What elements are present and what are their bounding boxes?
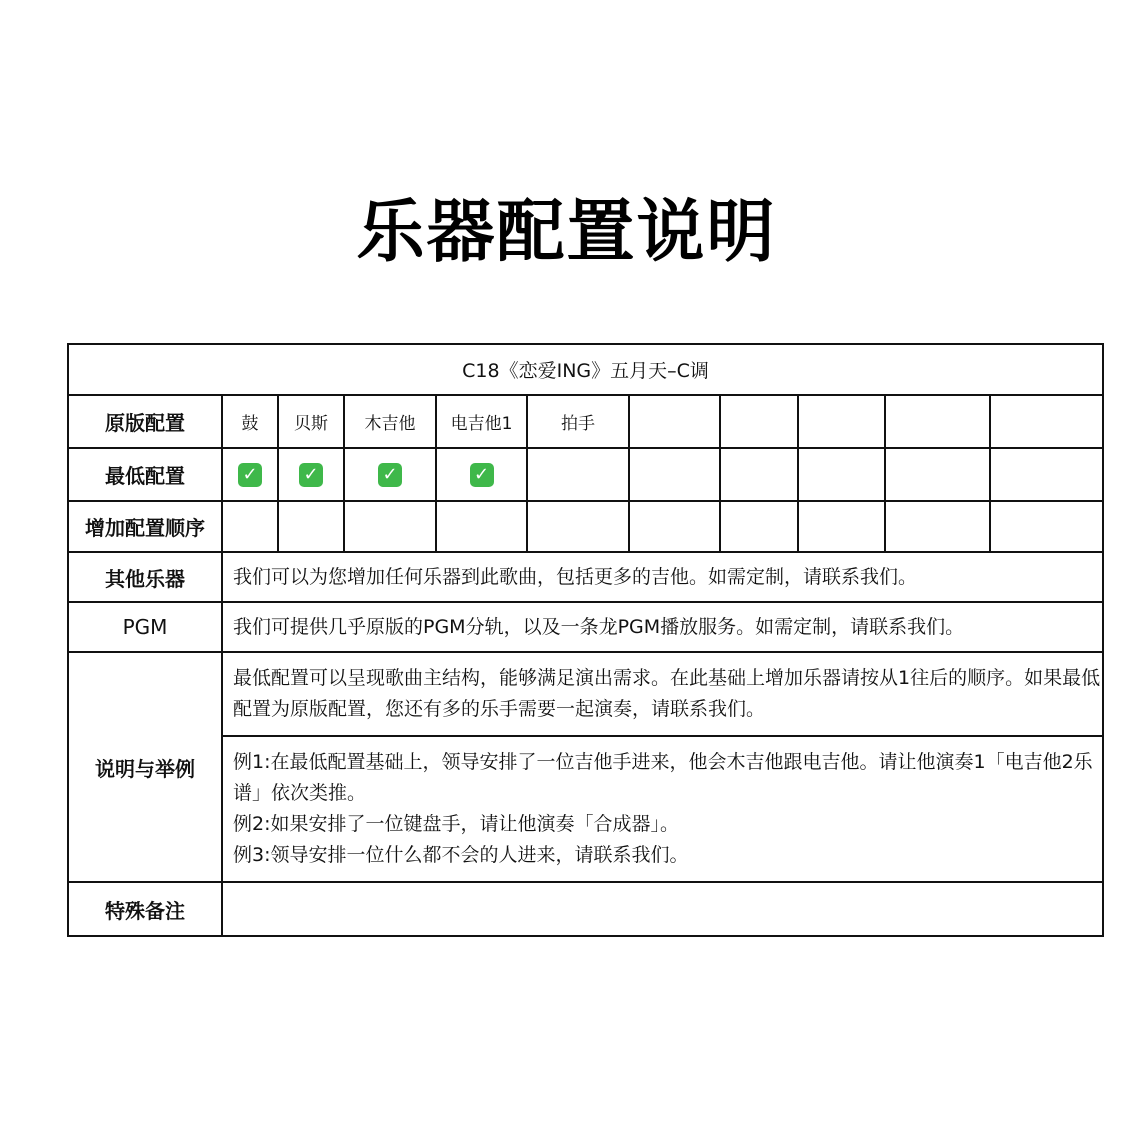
empty-cell	[527, 501, 629, 552]
order-label: 增加配置顺序	[68, 501, 222, 552]
examples-cell	[222, 736, 1103, 882]
song-title: C18《恋爱ING》五月天–C调	[68, 344, 1103, 395]
instrument-bass: 贝斯	[278, 395, 344, 448]
other-instruments-row	[68, 552, 1103, 602]
song-title-row	[68, 344, 1103, 395]
order-row	[68, 501, 1103, 552]
check-icon: ✓	[378, 463, 402, 487]
original-config-label: 原版配置	[68, 395, 222, 448]
example-3: 例3:领导安排一位什么都不会的人进来，请联系我们。	[233, 844, 689, 866]
empty-cell	[798, 501, 885, 552]
instrument-acoustic-guitar: 木吉他	[344, 395, 436, 448]
empty-cell	[344, 501, 436, 552]
notes-row	[68, 882, 1103, 936]
example-2: 例2:如果安排了一位键盘手，请让他演奏「合成器」。	[233, 813, 679, 835]
empty-cell	[885, 395, 990, 448]
original-config-row	[68, 395, 1103, 448]
instrument-clap: 拍手	[527, 395, 629, 448]
empty-cell	[222, 501, 278, 552]
explain-text: 最低配置可以呈现歌曲主结构，能够满足演出需求。在此基础上增加乐器请按从1往后的顺序。如果最低配置为原版配置，您还有多的乐手需要一起演奏，请联系我们。	[222, 652, 1103, 736]
empty-cell	[278, 501, 344, 552]
empty-cell	[990, 395, 1103, 448]
empty-cell	[629, 448, 720, 501]
check-icon: ✓	[470, 463, 494, 487]
empty-cell	[629, 501, 720, 552]
empty-cell	[720, 395, 798, 448]
explain-label: 说明与举例	[68, 652, 222, 882]
empty-cell	[720, 501, 798, 552]
empty-cell	[720, 448, 798, 501]
empty-cell	[798, 395, 885, 448]
minimum-config-label: 最低配置	[68, 448, 222, 501]
empty-cell	[798, 448, 885, 501]
example-1: 例1:在最低配置基础上，领导安排了一位吉他手进来，他会木吉他跟电吉他。请让他演奏1「电吉他2乐谱」依次类推。	[233, 751, 1093, 804]
empty-cell	[629, 395, 720, 448]
other-instruments-label: 其他乐器	[68, 552, 222, 602]
pgm-row	[68, 602, 1103, 652]
empty-cell	[527, 448, 629, 501]
check-icon: ✓	[238, 463, 262, 487]
pgm-label: PGM	[68, 602, 222, 652]
instrument-config-table	[67, 343, 1104, 937]
instrument-drums: 鼓	[222, 395, 278, 448]
explain-row	[68, 652, 1103, 736]
instrument-electric-guitar-1: 电吉他1	[436, 395, 527, 448]
empty-cell	[990, 448, 1103, 501]
empty-cell	[885, 448, 990, 501]
pgm-text: 我们可提供几乎原版的PGM分轨，以及一条龙PGM播放服务。如需定制，请联系我们。	[222, 602, 1103, 652]
check-icon: ✓	[299, 463, 323, 487]
page-title: 乐器配置说明	[356, 193, 777, 272]
empty-cell	[990, 501, 1103, 552]
minimum-config-row	[68, 448, 1103, 501]
empty-cell	[885, 501, 990, 552]
notes-text	[222, 882, 1103, 936]
notes-label: 特殊备注	[68, 882, 222, 936]
examples-row	[68, 736, 1103, 882]
empty-cell	[436, 501, 527, 552]
other-instruments-text: 我们可以为您增加任何乐器到此歌曲，包括更多的吉他。如需定制，请联系我们。	[222, 552, 1103, 602]
